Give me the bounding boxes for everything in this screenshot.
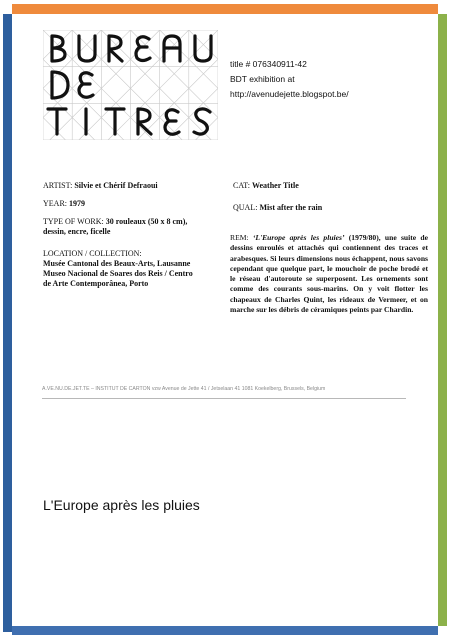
cat-value: Weather Title: [251, 181, 299, 190]
year-value: 1979: [69, 199, 85, 208]
artist-field: [43, 181, 223, 191]
location-value-1: Musée Cantonal des Beaux-Arts, Lausanne: [43, 259, 191, 268]
location-label: LOCATION / COLLECTION:: [43, 249, 142, 258]
rem-title: ‘L'Europe après les pluies’: [252, 233, 345, 242]
rem-field: [230, 233, 428, 315]
location-field: [43, 249, 228, 289]
artwork-title: L'Europe après les pluies: [43, 497, 200, 513]
frame-bottom-bar: [12, 626, 438, 635]
blog-url[interactable]: http://avenudejette.blogspot.be/: [230, 89, 349, 99]
frame-left-bar: [3, 14, 12, 632]
qual-value: Mist after the rain: [259, 203, 323, 212]
exhibition-text: BDT exhibition at: [230, 74, 295, 84]
artist-value: Silvie et Chérif Defraoui: [74, 181, 158, 190]
frame-right-bar: [438, 14, 447, 626]
location-value-2: Museo Nacional de Soares dos Reis / Centro: [43, 269, 193, 278]
location-value-3: de Arte Contemporânea, Porto: [43, 279, 149, 288]
year-field: [43, 199, 223, 209]
type-label: TYPE OF WORK:: [43, 217, 104, 226]
footer-address: A.VE.NU.DE.JET.TE – INSTITUT DE CARTON vzw Avenue de Jette 41 / Jetselaan 41 1081 Koekelberg, Brussels, Belgium: [42, 386, 326, 392]
bureau-de-titres-logo: [43, 30, 218, 140]
rem-text: (1979/80), une suite de dessins enroulés et attachés qui contiennent des traces et arabesques. Si leurs dimensions nous échappent, nous savons cependant que quelque part, le mouchoir de poche brodé et le réseau d'autoroute se superposent. Les ornements sont comme des courants sous-marins. On y voit flotter les chapeaux de Charles Quint, les rideaux de Vermeer, et on marche sur les débris de céramiques peints par Chardin.: [230, 233, 428, 315]
divider: [42, 398, 406, 399]
year-label: YEAR:: [43, 199, 67, 208]
qual-field: [233, 203, 423, 213]
title-number: title # 076340911-42: [230, 59, 307, 69]
rem-label: REM:: [230, 233, 249, 242]
type-field: [43, 217, 228, 237]
cat-label: CAT:: [233, 181, 250, 190]
artist-label: ARTIST:: [43, 181, 73, 190]
type-value-2: dessin, encre, ficelle: [43, 227, 111, 236]
type-value-1: 30 rouleaux (50 x 8 cm),: [105, 217, 188, 226]
frame-top-bar: [12, 4, 438, 14]
cat-field: [233, 181, 423, 191]
qual-label: QUAL:: [233, 203, 258, 212]
